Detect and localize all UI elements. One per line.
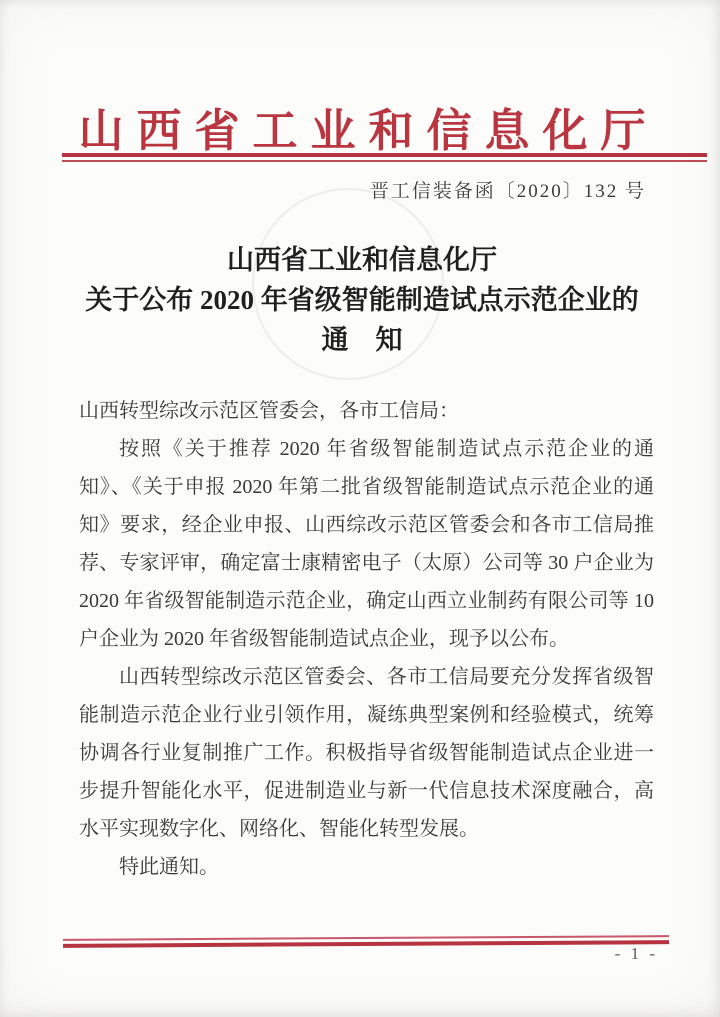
document-title-line1: 山西省工业和信息化厅 <box>227 245 497 275</box>
body-paragraph: 山西转型综改示范区管委会、各市工信局要充分发挥省级智能制造示范企业行业引领作用，凝练典型案例和经验模式，统筹协调各行业复制推广工作。积极指导省级智能制造试点企业进一步提升智能化水平，促进制造业与新一代信息技术深度融合，高水平实现数字化、网络化、智能化转型发展。 <box>79 666 654 840</box>
salutation: 山西转型综改示范区管委会，各市工信局： <box>79 400 459 422</box>
document-title <box>60 240 664 360</box>
closing-line: 特此通知。 <box>119 856 219 878</box>
footer-divider-rule <box>63 935 669 948</box>
page-number: - 1 - <box>614 944 658 963</box>
document-body <box>79 392 654 886</box>
body-paragraph: 按照《关于推荐 2020 年省级智能制造试点示范企业的通知》、《关于申报 2020 年第二批省级智能制造试点示范企业的通知》要求，经企业申报、山西综改示范区管委会和各市工信局推荐、专家评审，确定富士康精密电子（太原）公司等 30 户企业为 2020 年省级智能制造示范企业，确定山西立业制药有限公司等 10 户企业为 2020 年省级智能制造试点企业，现予以公布。 <box>79 438 654 650</box>
document-title-line3: 通 知 <box>321 325 403 355</box>
document-title-line2: 关于公布 2020 年省级智能制造试点示范企业的 <box>85 285 639 315</box>
letterhead-title: 山西省工业和信息化厅 <box>78 106 659 156</box>
document-number: 晋工信装备函〔2020〕132 号 <box>369 181 646 202</box>
letterhead-divider-rule <box>62 153 707 162</box>
